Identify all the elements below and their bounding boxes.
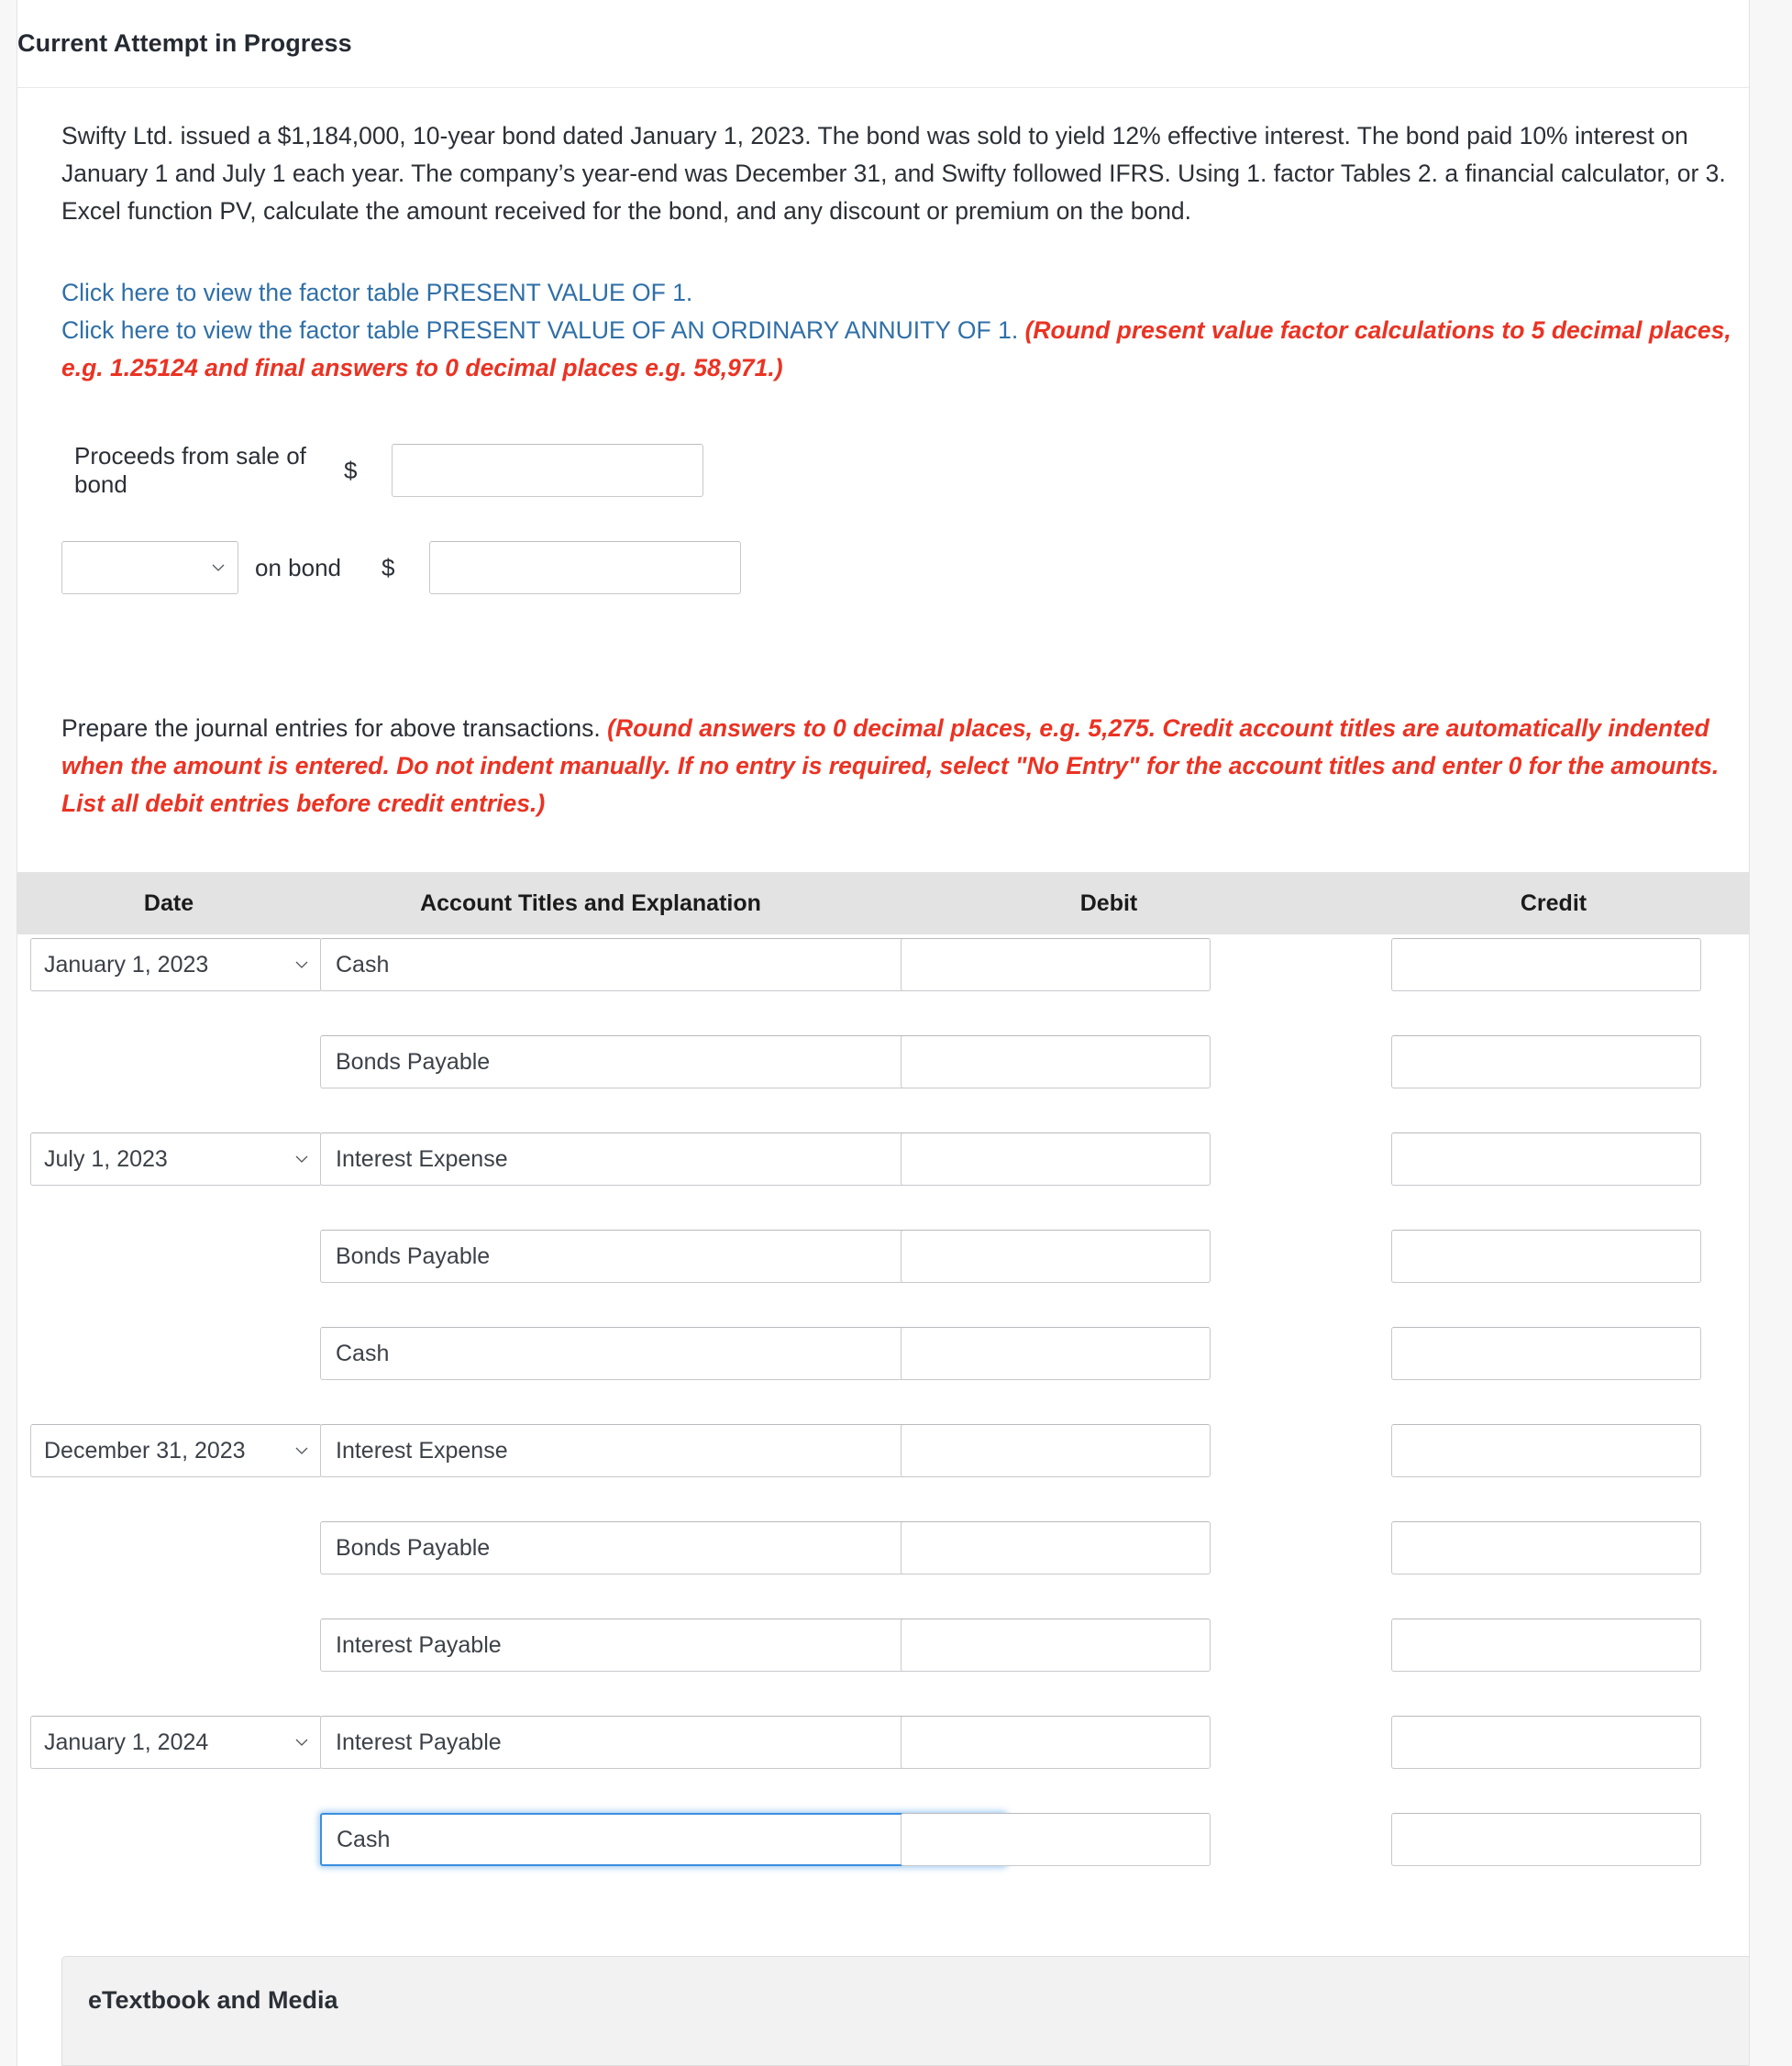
journal-credit-cell — [1356, 1420, 1750, 1477]
prepare-instructions — [61, 638, 1749, 823]
table-row — [17, 1032, 1750, 1129]
journal-debit-cell — [861, 1518, 1356, 1574]
column-header-debit: Debit — [1079, 889, 1138, 916]
journal-date-select[interactable] — [30, 1716, 322, 1769]
journal-entry-table — [17, 872, 1750, 1906]
journal-date-cell — [17, 934, 320, 991]
factor-table-link-line-1 — [61, 274, 1749, 312]
chevron-down-icon — [293, 1734, 310, 1751]
proceeds-label: Proceeds from sale of bond — [74, 442, 306, 498]
column-header-credit: Credit — [1520, 889, 1587, 916]
journal-account-cell — [320, 934, 861, 991]
chevron-down-icon — [293, 1151, 310, 1167]
journal-credit-cell — [1356, 1712, 1750, 1769]
journal-account-cell — [320, 1809, 861, 1866]
journal-credit-input[interactable] — [1391, 1035, 1701, 1088]
column-header-account: Account Titles and Explanation — [420, 889, 761, 916]
journal-date-select[interactable] — [30, 1132, 322, 1186]
journal-debit-input[interactable] — [901, 1813, 1211, 1866]
journal-debit-cell — [861, 1420, 1356, 1477]
journal-account-cell — [320, 1712, 861, 1769]
journal-date-cell-empty — [17, 1518, 320, 1521]
journal-date-cell-empty — [17, 1323, 320, 1327]
proceeds-amount-input[interactable] — [392, 444, 703, 497]
journal-credit-input[interactable] — [1391, 1813, 1701, 1866]
currency-symbol-2: $ — [382, 553, 395, 581]
journal-table-header — [17, 872, 1750, 934]
journal-credit-cell — [1356, 1615, 1750, 1672]
proceeds-section — [61, 387, 1749, 594]
chevron-down-icon — [293, 1442, 310, 1459]
table-row — [17, 1226, 1750, 1323]
journal-debit-input[interactable] — [901, 1035, 1211, 1088]
factor-table-link-line-2 — [61, 312, 1749, 387]
journal-credit-cell — [1356, 1809, 1750, 1866]
table-row — [17, 1809, 1750, 1906]
journal-debit-input[interactable] — [901, 1716, 1211, 1769]
journal-debit-input[interactable] — [901, 1424, 1211, 1477]
attempt-header — [17, 0, 1749, 88]
journal-debit-cell — [861, 934, 1356, 991]
journal-credit-input[interactable] — [1391, 1424, 1701, 1477]
journal-credit-input[interactable] — [1391, 1716, 1701, 1769]
assignment-page — [17, 0, 1750, 2066]
journal-account-cell — [320, 1518, 861, 1574]
factor-table-links — [61, 230, 1749, 387]
journal-account-cell — [320, 1323, 861, 1380]
table-row — [17, 1712, 1750, 1809]
journal-credit-input[interactable] — [1391, 1619, 1701, 1672]
journal-debit-cell — [861, 1615, 1356, 1672]
journal-credit-input[interactable] — [1391, 1132, 1701, 1186]
journal-debit-input[interactable] — [901, 1619, 1211, 1672]
journal-debit-cell — [861, 1809, 1356, 1866]
discount-premium-select[interactable] — [61, 541, 238, 594]
journal-date-cell-empty — [17, 1226, 320, 1230]
table-row — [17, 1518, 1750, 1615]
journal-debit-input[interactable] — [901, 1521, 1211, 1574]
table-row — [17, 1323, 1750, 1420]
prepare-red-note: (Round answers to 0 decimal places, e.g. 5,275. Credit account titles are automatically indented when the amount is entered. Do not indent manually. If no entry is required, select "No Entry" for the account titles and enter 0 for the amounts. List all debit entries before credit entries.) — [61, 714, 1720, 817]
column-header-date: Date — [143, 889, 194, 916]
journal-account-cell — [320, 1226, 861, 1283]
journal-account-cell — [320, 1032, 861, 1088]
journal-debit-input[interactable] — [901, 938, 1211, 991]
journal-date-select[interactable] — [30, 938, 322, 991]
journal-date-cell-empty — [17, 1032, 320, 1035]
journal-credit-cell — [1356, 934, 1750, 991]
journal-debit-input[interactable] — [901, 1230, 1211, 1283]
journal-debit-input[interactable] — [901, 1327, 1211, 1380]
journal-date-value: January 1, 2023 — [44, 951, 209, 978]
proceeds-row-sale — [61, 444, 1749, 497]
journal-date-value: December 31, 2023 — [44, 1437, 246, 1464]
discount-premium-amount-input[interactable] — [429, 541, 741, 594]
proceeds-row-discount-premium — [61, 541, 1749, 594]
journal-account-cell — [320, 1615, 861, 1672]
journal-credit-cell — [1356, 1032, 1750, 1088]
journal-credit-cell — [1356, 1323, 1750, 1380]
table-row — [17, 934, 1750, 1032]
rounding-note: (Round present value factor calculations to 5 decimal places, e.g. 1.25124 and final answers to 0 decimal places e.g. 58,971.) — [61, 316, 1731, 381]
table-row — [17, 1615, 1750, 1712]
link-present-value-of-1[interactable]: Click here to view the factor table PRESENT VALUE OF 1. — [61, 279, 693, 306]
journal-date-select[interactable] — [30, 1424, 322, 1477]
journal-credit-input[interactable] — [1391, 1327, 1701, 1380]
journal-rows-container — [17, 934, 1750, 1906]
currency-symbol: $ — [344, 456, 358, 484]
page-title: Current Attempt in Progress — [17, 29, 352, 57]
journal-credit-cell — [1356, 1129, 1750, 1186]
chevron-down-icon — [293, 956, 310, 973]
journal-date-cell-empty — [17, 1809, 320, 1813]
journal-credit-input[interactable] — [1391, 1230, 1701, 1283]
journal-credit-cell — [1356, 1226, 1750, 1283]
journal-debit-cell — [861, 1129, 1356, 1186]
journal-date-cell-empty — [17, 1615, 320, 1619]
journal-account-cell — [320, 1420, 861, 1477]
assignment-body — [17, 88, 1749, 823]
on-bond-label: on bond — [255, 553, 341, 581]
table-row — [17, 1129, 1750, 1226]
journal-debit-cell — [861, 1032, 1356, 1088]
journal-debit-input[interactable] — [901, 1132, 1211, 1186]
journal-debit-cell — [861, 1323, 1356, 1380]
journal-debit-cell — [861, 1226, 1356, 1283]
journal-date-value: July 1, 2023 — [44, 1145, 168, 1172]
journal-credit-cell — [1356, 1518, 1750, 1574]
link-present-value-ordinary-annuity[interactable]: Click here to view the factor table PRESENT VALUE OF AN ORDINARY ANNUITY OF 1. — [61, 316, 1019, 344]
prepare-lead-text: Prepare the journal entries for above transactions. — [61, 714, 601, 742]
journal-date-cell — [17, 1129, 320, 1186]
journal-account-cell — [320, 1129, 861, 1186]
journal-date-cell — [17, 1420, 320, 1477]
journal-credit-input[interactable] — [1391, 1521, 1701, 1574]
chevron-down-icon — [210, 559, 227, 576]
journal-date-value: January 1, 2024 — [44, 1729, 209, 1755]
journal-credit-input[interactable] — [1391, 938, 1701, 991]
journal-date-cell — [17, 1712, 320, 1769]
etextbook-label: eTextbook and Media — [88, 1986, 338, 2014]
question-text: Swifty Ltd. issued a $1,184,000, 10-year bond dated January 1, 2023. The bond was sold to yield 12% effective interest. The bond paid 10% interest on January 1 and July 1 each year. The company’s year-end was December 31, and Swifty followed IFRS. Using 1. factor Tables 2. a financial calculator, or 3. Excel function PV, calculate the amount received for the bond, and any discount or premium on the bond. — [61, 122, 1726, 225]
etextbook-and-media-bar[interactable] — [61, 1956, 1750, 2066]
table-row — [17, 1420, 1750, 1518]
journal-debit-cell — [861, 1712, 1356, 1769]
